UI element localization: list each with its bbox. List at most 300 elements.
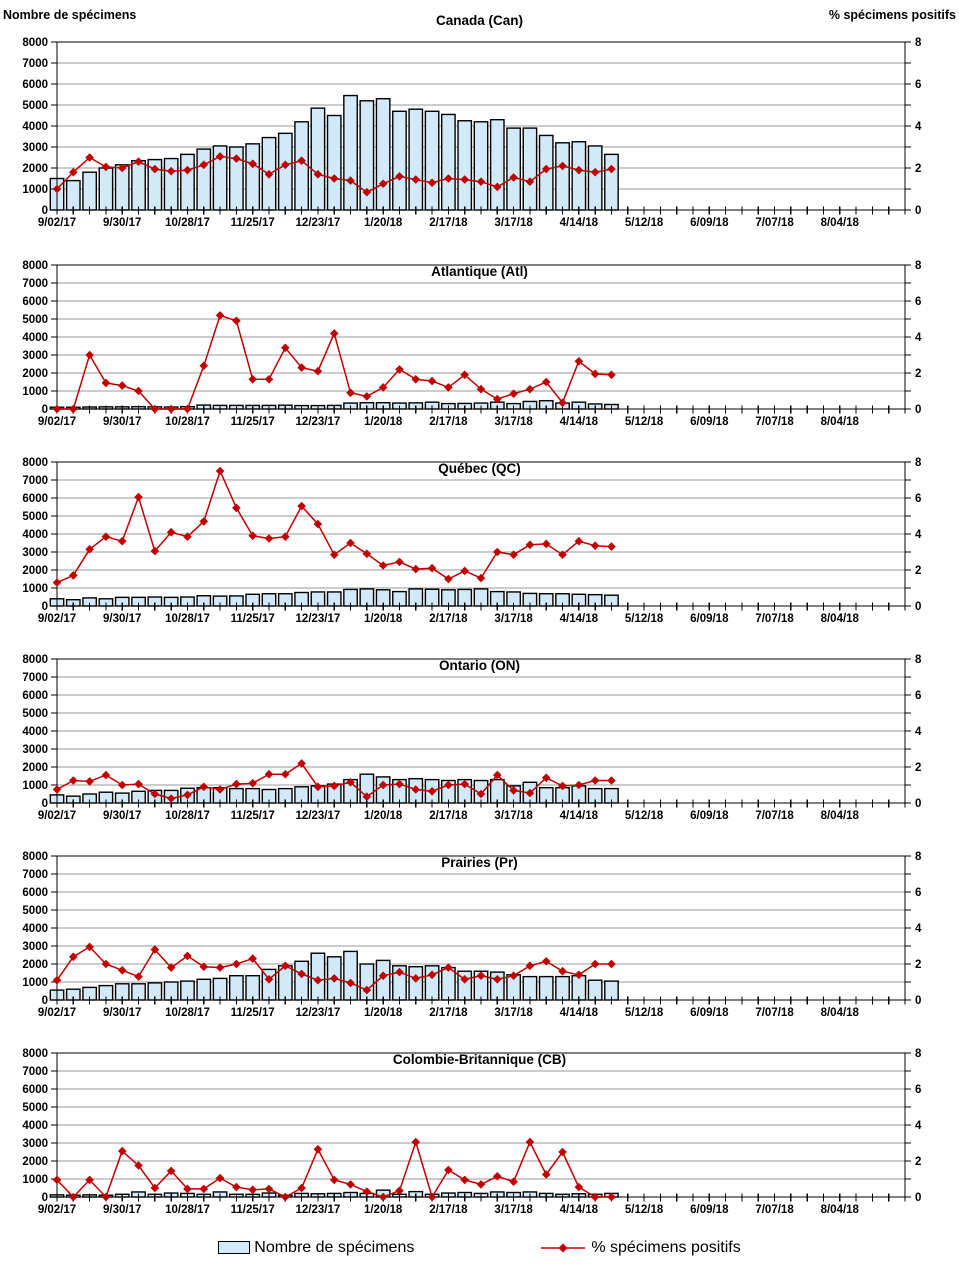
positivity-marker [297, 759, 306, 768]
x-axis-label: 6/09/18 [690, 1007, 729, 1019]
left-axis-label: 2000 [22, 959, 48, 971]
left-axis-label: 3000 [22, 547, 48, 559]
positivity-marker [363, 392, 372, 401]
chart-plot-prairies [0, 836, 959, 1033]
left-axis-label: 8000 [22, 457, 48, 469]
right-axis-label: 4 [915, 121, 922, 133]
left-axis-label: 0 [41, 205, 48, 217]
x-axis-label: 9/02/17 [37, 1007, 77, 1019]
x-axis-label: 1/20/18 [363, 613, 403, 625]
left-axis-label: 3000 [22, 1138, 48, 1150]
left-axis-label: 7000 [22, 1066, 48, 1078]
right-axis-label: 6 [915, 887, 922, 899]
left-axis-label: 2000 [22, 762, 48, 774]
positivity-marker [314, 1145, 323, 1154]
specimen-bar [311, 108, 324, 210]
left-axis-label: 2000 [22, 1156, 48, 1168]
left-axis-label: 7000 [22, 58, 48, 70]
right-axis-label: 6 [915, 690, 922, 702]
x-axis-label: 1/20/18 [363, 416, 403, 428]
x-axis-label: 5/12/18 [624, 1007, 664, 1019]
x-axis-label: 7/07/18 [755, 1204, 794, 1216]
right-axis-label: 2 [915, 163, 922, 175]
positivity-marker [102, 771, 111, 780]
x-axis-label: 11/25/17 [230, 613, 275, 625]
positivity-marker [428, 564, 437, 573]
right-axis-label: 8 [915, 260, 922, 272]
left-axis-label: 7000 [22, 869, 48, 881]
left-axis-label: 4000 [22, 121, 48, 133]
left-axis-label: 5000 [22, 314, 48, 326]
chart-ontario [0, 639, 959, 836]
specimen-bar [409, 109, 422, 210]
left-axis-label: 1000 [22, 780, 48, 792]
left-axis-title: Nombre de spécimens [3, 8, 137, 22]
x-axis-label: 7/07/18 [755, 1007, 794, 1019]
left-axis-label: 6000 [22, 493, 48, 505]
x-axis-label: 11/25/17 [230, 416, 275, 428]
positivity-marker [297, 1184, 306, 1193]
positivity-marker [526, 1138, 535, 1147]
x-axis-label: 8/04/18 [820, 416, 859, 428]
x-axis-label: 4/14/18 [559, 416, 599, 428]
right-axis-label: 0 [915, 205, 922, 217]
specimen-bar [556, 143, 569, 210]
chart-atlantique [0, 245, 959, 442]
right-axis-label: 0 [915, 1192, 922, 1204]
left-axis-label: 1000 [22, 977, 48, 989]
x-axis-label: 8/04/18 [820, 217, 859, 229]
x-axis-label: 9/30/17 [103, 1204, 142, 1216]
positivity-marker [526, 962, 535, 971]
x-axis-label: 9/30/17 [103, 217, 142, 229]
left-axis-label: 3000 [22, 350, 48, 362]
specimen-bar [523, 977, 536, 1000]
right-axis-label: 6 [915, 296, 922, 308]
chart-prairies [0, 836, 959, 1033]
x-axis-label: 3/17/18 [494, 810, 533, 822]
right-axis-label: 4 [915, 923, 922, 935]
positivity-marker [575, 1183, 584, 1192]
right-axis-label: 8 [915, 654, 922, 666]
x-axis-label: 6/09/18 [690, 217, 729, 229]
positivity-marker [199, 1185, 208, 1194]
positivity-marker [526, 385, 535, 394]
positivity-marker [607, 776, 616, 785]
specimen-bar [344, 951, 357, 1000]
right-axis-label: 2 [915, 368, 922, 380]
positivity-marker [248, 779, 257, 788]
specimen-bar [442, 968, 455, 1000]
x-axis-label: 12/23/17 [295, 613, 341, 625]
positivity-marker [460, 1176, 469, 1185]
positivity-marker [118, 781, 127, 790]
left-axis-label: 6000 [22, 690, 48, 702]
specimen-bar [295, 122, 308, 210]
positivity-marker [85, 777, 94, 786]
positivity-marker [134, 972, 143, 981]
legend-label-specimens: Nombre de spécimens [254, 1238, 415, 1256]
x-axis-label: 8/04/18 [820, 613, 859, 625]
positivity-marker [346, 389, 355, 398]
x-axis-label: 10/28/17 [165, 1204, 210, 1216]
x-axis-label: 2/17/18 [429, 810, 468, 822]
x-axis-label: 8/04/18 [820, 1204, 859, 1216]
left-axis-label: 2000 [22, 368, 48, 380]
chart-plot-ontario [0, 639, 959, 836]
x-axis-label: 1/20/18 [363, 1204, 403, 1216]
right-axis-label: 4 [915, 1120, 922, 1132]
x-axis-label: 11/25/17 [230, 1007, 275, 1019]
x-axis-label: 5/12/18 [624, 810, 664, 822]
positivity-marker [281, 770, 290, 779]
x-axis-label: 12/23/17 [295, 810, 341, 822]
specimen-bar [588, 146, 601, 210]
x-axis-label: 9/02/17 [37, 217, 77, 229]
chart-quebec [0, 442, 959, 639]
x-axis-label: 5/12/18 [624, 1204, 664, 1216]
left-axis-label: 7000 [22, 278, 48, 290]
left-axis-label: 5000 [22, 100, 48, 112]
left-axis-label: 5000 [22, 511, 48, 523]
right-axis-label: 4 [915, 529, 922, 541]
positivity-marker [591, 960, 600, 969]
positivity-marker [69, 405, 78, 414]
specimen-bar [279, 966, 292, 1000]
x-axis-label: 4/14/18 [559, 1204, 599, 1216]
specimen-bar [246, 976, 259, 1000]
right-axis-label: 8 [915, 851, 922, 863]
x-axis-label: 3/17/18 [494, 1204, 533, 1216]
x-axis-label: 12/23/17 [295, 416, 341, 428]
x-axis-label: 6/09/18 [690, 810, 729, 822]
specimen-bar [523, 128, 536, 210]
specimen-bar [572, 142, 585, 210]
specimen-bar [376, 99, 389, 210]
x-axis-label: 10/28/17 [165, 416, 210, 428]
chart-title-ontario: Ontario (ON) [439, 658, 520, 673]
positivity-marker [232, 780, 241, 789]
positivity-marker [118, 381, 127, 390]
left-axis-label: 6000 [22, 887, 48, 899]
chart-colombie-britannique [0, 1033, 959, 1230]
positivity-marker [395, 558, 404, 567]
specimen-bar [164, 159, 177, 210]
right-axis-label: 2 [915, 565, 922, 577]
x-axis-label: 2/17/18 [429, 217, 468, 229]
specimen-bar [409, 967, 422, 1000]
positivity-marker [199, 362, 208, 371]
right-axis-label: 0 [915, 601, 922, 613]
x-axis-label: 9/02/17 [37, 1204, 77, 1216]
positivity-marker [346, 1180, 355, 1189]
x-axis-label: 11/25/17 [230, 810, 275, 822]
positivity-marker [216, 963, 225, 972]
specimen-bar [474, 122, 487, 210]
x-axis-label: 6/09/18 [690, 1204, 729, 1216]
x-axis-label: 2/17/18 [429, 1007, 468, 1019]
positivity-marker [248, 375, 257, 384]
specimen-bar [99, 168, 112, 210]
positivity-line [57, 1142, 612, 1197]
x-axis-label: 10/28/17 [165, 217, 210, 229]
bar-swatch-icon [218, 1241, 250, 1254]
positivity-marker [53, 578, 62, 587]
x-axis-label: 8/04/18 [820, 810, 859, 822]
positivity-marker [232, 317, 241, 326]
left-axis-label: 4000 [22, 726, 48, 738]
legend-item-positifs [539, 1239, 740, 1257]
x-axis-label: 7/07/18 [755, 810, 794, 822]
x-axis-label: 9/02/17 [37, 613, 77, 625]
right-axis-label: 8 [915, 37, 922, 49]
specimen-bar [279, 133, 292, 210]
positivity-marker [591, 776, 600, 785]
x-axis-label: 4/14/18 [559, 217, 599, 229]
positivity-marker [53, 785, 62, 794]
legend-diamond [559, 1243, 568, 1252]
specimen-bar [360, 964, 373, 1000]
right-axis-label: 4 [915, 332, 922, 344]
left-axis-label: 3000 [22, 744, 48, 756]
positivity-marker [444, 1166, 453, 1175]
positivity-marker [607, 960, 616, 969]
positivity-marker [134, 780, 143, 789]
positivity-marker [69, 571, 78, 580]
x-axis-label: 4/14/18 [559, 810, 599, 822]
positivity-marker [477, 1180, 486, 1189]
x-axis-label: 6/09/18 [690, 416, 729, 428]
left-axis-label: 4000 [22, 923, 48, 935]
chart-plot-atlantique [0, 245, 959, 442]
x-axis-label: 5/12/18 [624, 613, 664, 625]
specimen-bar [556, 977, 569, 1000]
left-axis-label: 1000 [22, 184, 48, 196]
right-axis-label: 2 [915, 959, 922, 971]
left-axis-label: 3000 [22, 142, 48, 154]
x-axis-label: 1/20/18 [363, 810, 403, 822]
x-axis-label: 7/07/18 [755, 416, 794, 428]
right-axis-label: 2 [915, 762, 922, 774]
positivity-marker [526, 541, 535, 550]
left-axis-label: 1000 [22, 583, 48, 595]
x-axis-label: 1/20/18 [363, 1007, 403, 1019]
specimen-bar [295, 961, 308, 1000]
specimen-bar [344, 96, 357, 210]
left-axis-label: 8000 [22, 37, 48, 49]
positivity-marker [118, 966, 127, 975]
left-axis-label: 4000 [22, 332, 48, 344]
x-axis-label: 11/25/17 [230, 1204, 275, 1216]
specimen-bar [67, 181, 80, 210]
positivity-marker [281, 1193, 290, 1202]
left-axis-label: 4000 [22, 529, 48, 541]
left-axis-label: 6000 [22, 1084, 48, 1096]
left-axis-label: 3000 [22, 941, 48, 953]
left-axis-label: 5000 [22, 708, 48, 720]
chart-plot-quebec [0, 442, 959, 639]
left-axis-label: 4000 [22, 1120, 48, 1132]
x-axis-label: 9/02/17 [37, 416, 77, 428]
positivity-marker [69, 776, 78, 785]
line-marker-swatch-icon [539, 1241, 587, 1255]
positivity-marker [607, 371, 616, 380]
positivity-marker [411, 565, 420, 574]
x-axis-label: 3/17/18 [494, 1007, 533, 1019]
left-axis-label: 6000 [22, 296, 48, 308]
left-axis-label: 8000 [22, 851, 48, 863]
x-axis-label: 5/12/18 [624, 416, 664, 428]
specimen-bar [507, 128, 520, 210]
chart-title-quebec: Québec (QC) [438, 461, 521, 476]
positivity-marker [477, 574, 486, 583]
positivity-marker [542, 540, 551, 549]
chart-title-atlantique: Atlantique (Atl) [431, 264, 528, 279]
specimen-bar [197, 149, 210, 210]
x-axis-label: 2/17/18 [429, 416, 468, 428]
positivity-marker [53, 405, 62, 414]
positivity-marker [248, 532, 257, 541]
left-axis-label: 8000 [22, 260, 48, 272]
legend-item-specimens [218, 1239, 414, 1257]
positivity-marker [232, 504, 241, 513]
chart-title-canada: Canada (Can) [435, 13, 523, 28]
left-axis-label: 8000 [22, 1048, 48, 1060]
right-axis-label: 0 [915, 995, 922, 1007]
x-axis-label: 2/17/18 [429, 613, 468, 625]
right-axis-title: % spécimens positifs [828, 8, 956, 22]
chart-title-prairies: Prairies (Pr) [441, 855, 518, 870]
specimen-bar [246, 144, 259, 210]
specimen-bar [181, 154, 194, 210]
positivity-marker [330, 1176, 339, 1185]
x-axis-label: 3/17/18 [494, 416, 533, 428]
positivity-marker [216, 1174, 225, 1183]
left-axis-label: 2000 [22, 163, 48, 175]
right-axis-label: 4 [915, 726, 922, 738]
x-axis-label: 9/30/17 [103, 810, 142, 822]
legend [0, 1230, 959, 1265]
right-axis-label: 6 [915, 493, 922, 505]
x-axis-label: 2/17/18 [429, 1204, 468, 1216]
positivity-marker [265, 375, 274, 384]
x-axis-label: 9/30/17 [103, 613, 142, 625]
right-axis-label: 0 [915, 404, 922, 416]
positivity-marker [428, 377, 437, 386]
positivity-marker [591, 541, 600, 550]
left-axis-label: 0 [41, 404, 48, 416]
specimen-bar [458, 121, 471, 210]
positivity-marker [411, 375, 420, 384]
positivity-marker [216, 311, 225, 320]
x-axis-label: 8/04/18 [820, 1007, 859, 1019]
positivity-marker [411, 1138, 420, 1147]
left-axis-label: 8000 [22, 654, 48, 666]
chart-canada [0, 0, 959, 245]
left-axis-label: 0 [41, 798, 48, 810]
positivity-marker [558, 967, 567, 976]
specimen-bar [442, 114, 455, 210]
x-axis-label: 7/07/18 [755, 217, 794, 229]
x-axis-label: 10/28/17 [165, 1007, 210, 1019]
left-axis-label: 2000 [22, 565, 48, 577]
x-axis-label: 1/20/18 [363, 217, 403, 229]
positivity-marker [118, 537, 127, 546]
left-axis-label: 5000 [22, 1102, 48, 1114]
positivity-marker [493, 548, 502, 557]
positivity-marker [134, 493, 143, 502]
specimen-bar [425, 111, 438, 210]
specimen-bar [572, 976, 585, 1000]
x-axis-label: 6/09/18 [690, 613, 729, 625]
x-axis-label: 9/30/17 [103, 1007, 142, 1019]
x-axis-label: 3/17/18 [494, 613, 533, 625]
positivity-marker [216, 467, 225, 476]
chart-plot-colombie-britannique [0, 1033, 959, 1230]
specimen-bar [540, 977, 553, 1000]
positivity-line [57, 471, 612, 583]
positivity-marker [85, 351, 94, 360]
right-axis-label: 6 [915, 79, 922, 91]
left-axis-label: 6000 [22, 79, 48, 91]
x-axis-label: 12/23/17 [295, 217, 341, 229]
chart-plot-canada [0, 0, 959, 245]
x-axis-label: 3/17/18 [494, 217, 533, 229]
specimen-bar [230, 976, 243, 1000]
specimen-bar [328, 116, 341, 211]
x-axis-label: 5/12/18 [624, 217, 664, 229]
left-axis-label: 7000 [22, 475, 48, 487]
specimen-bar [491, 780, 504, 803]
x-axis-label: 11/25/17 [230, 217, 275, 229]
positivity-marker [460, 567, 469, 576]
x-axis-label: 9/02/17 [37, 810, 77, 822]
positivity-marker [265, 770, 274, 779]
specimen-bar [393, 111, 406, 210]
positivity-marker [248, 1186, 257, 1195]
left-axis-label: 1000 [22, 386, 48, 398]
left-axis-label: 1000 [22, 1174, 48, 1186]
right-axis-label: 0 [915, 798, 922, 810]
x-axis-label: 7/07/18 [755, 613, 794, 625]
right-axis-label: 2 [915, 1156, 922, 1168]
specimen-bar [132, 161, 145, 210]
positivity-marker [232, 1183, 241, 1192]
x-axis-label: 10/28/17 [165, 810, 210, 822]
positivity-marker [102, 379, 111, 388]
positivity-marker [607, 542, 616, 551]
left-axis-label: 5000 [22, 905, 48, 917]
left-axis-label: 0 [41, 1192, 48, 1204]
x-axis-label: 10/28/17 [165, 613, 210, 625]
left-axis-label: 7000 [22, 672, 48, 684]
legend-label-positifs: % spécimens positifs [591, 1238, 741, 1256]
x-axis-label: 12/23/17 [295, 1204, 341, 1216]
specimen-bar [491, 120, 504, 210]
positivity-marker [265, 534, 274, 543]
right-axis-label: 6 [915, 1084, 922, 1096]
x-axis-label: 9/30/17 [103, 416, 142, 428]
positivity-marker [330, 329, 339, 338]
x-axis-label: 12/23/17 [295, 1007, 341, 1019]
specimen-bar [83, 172, 96, 210]
positivity-marker [314, 367, 323, 376]
specimen-bar [605, 154, 618, 210]
right-axis-label: 8 [915, 457, 922, 469]
x-axis-label: 4/14/18 [559, 1007, 599, 1019]
positivity-marker [167, 405, 176, 414]
left-axis-label: 0 [41, 601, 48, 613]
